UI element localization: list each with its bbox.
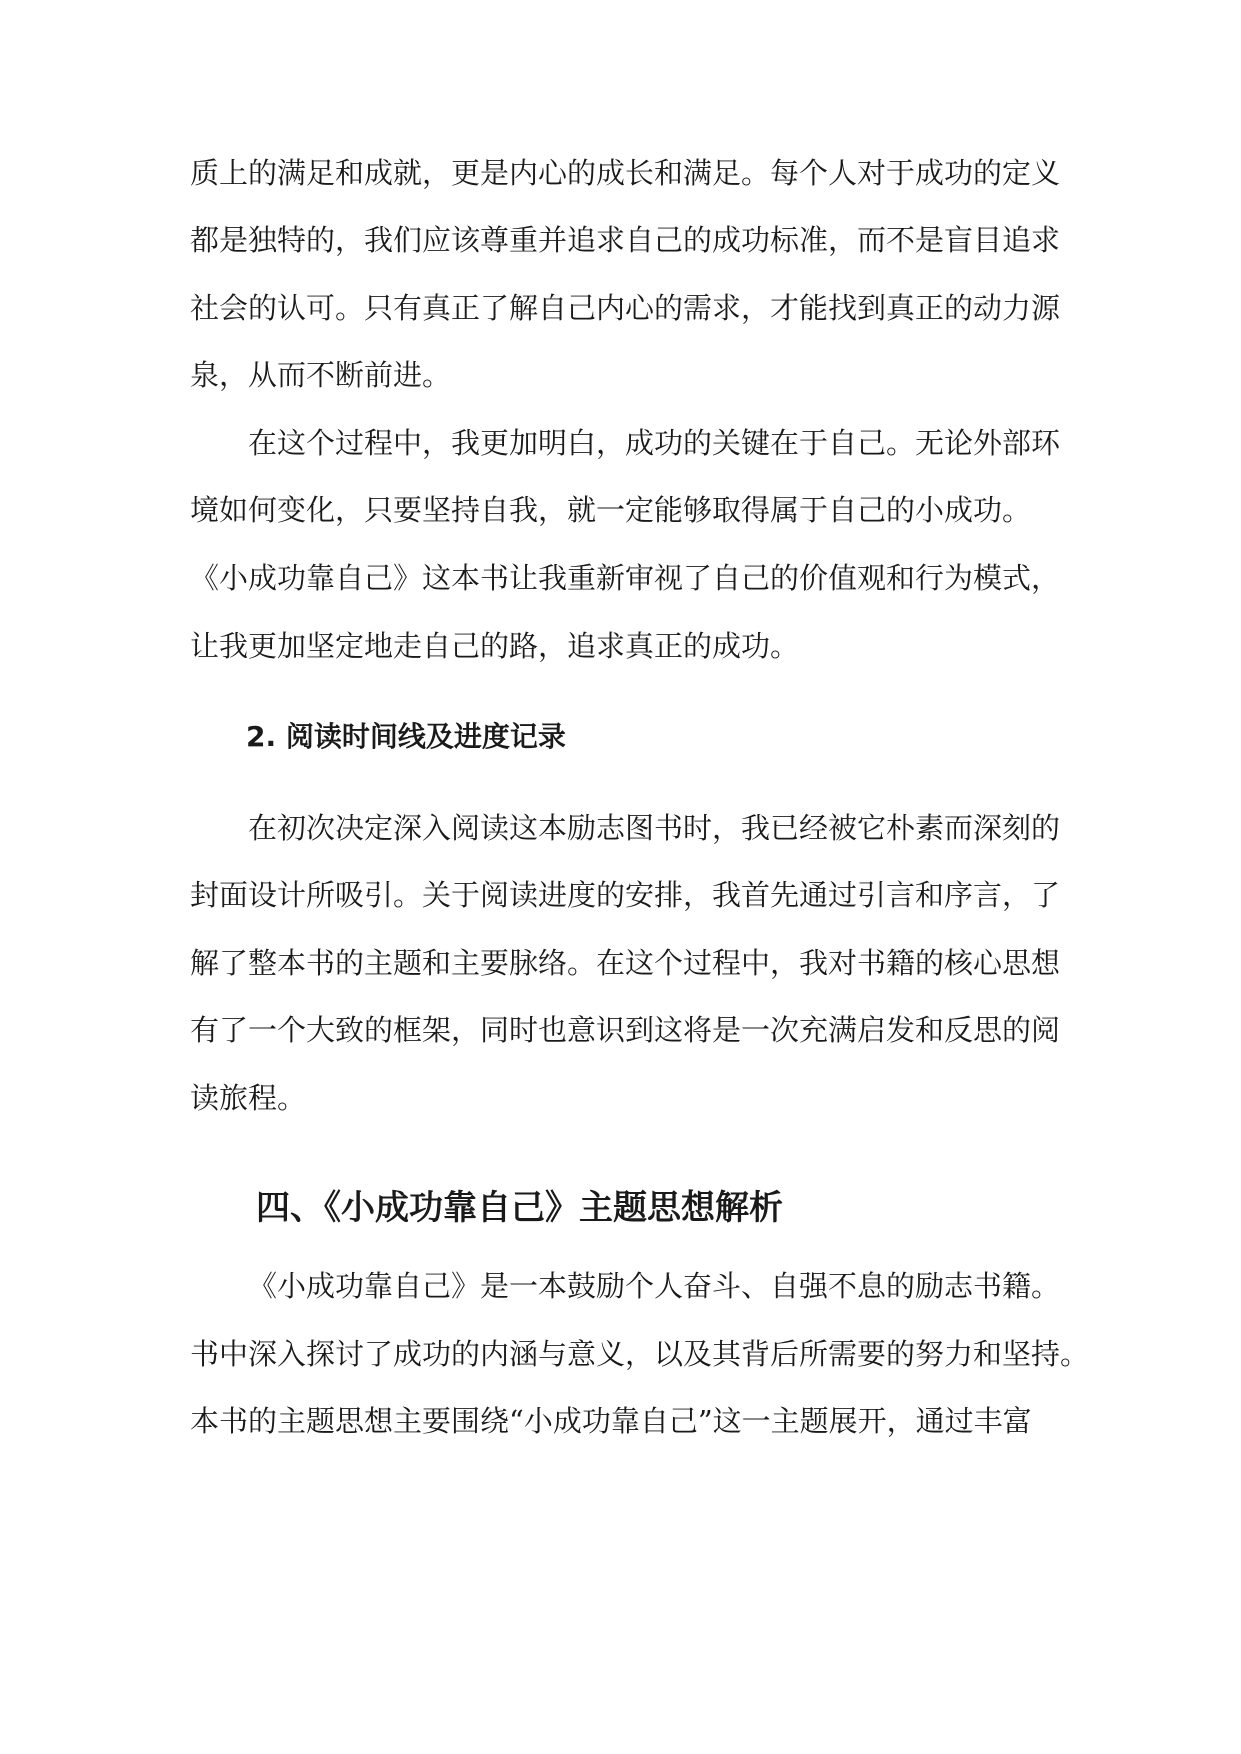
paragraph-line: 都是独特的，我们应该尊重并追求自己的成功标准，而不是盲目追求 [190, 223, 1061, 257]
paragraph-line: 质上的满足和成就，更是内心的成长和满足。每个人对于成功的定义 [190, 156, 1061, 190]
paragraph-line: 境如何变化，只要坚持自我，就一定能够取得属于自己的小成功。 [190, 493, 1032, 527]
paragraph-line: 在初次决定深入阅读这本励志图书时，我已经被它朴素而深刻的 [248, 811, 1061, 845]
section-heading: 2. 阅读时间线及进度记录 [246, 720, 566, 753]
paragraph-line: 在这个过程中，我更加明白，成功的关键在于自己。无论外部环 [248, 426, 1061, 460]
paragraph-line: 解了整本书的主题和主要脉络。在这个过程中，我对书籍的核心思想 [190, 946, 1061, 980]
paragraph-line: 本书的主题思想主要围绕“小成功靠自己”这一主题展开，通过丰富 [190, 1404, 1032, 1438]
paragraph-line: 读旅程。 [190, 1081, 307, 1115]
paragraph-line: 有了一个大致的框架，同时也意识到这将是一次充满启发和反思的阅 [190, 1013, 1061, 1047]
paragraph-line: 封面设计所吸引。关于阅读进度的安排，我首先通过引言和序言，了 [190, 878, 1061, 912]
paragraph-line: 《小成功靠自己》这本书让我重新审视了自己的价值观和行为模式， [190, 561, 1061, 595]
paragraph-line: 泉，从而不断前进。 [190, 358, 452, 392]
paragraph-line: 社会的认可。只有真正了解自己内心的需求，才能找到真正的动力源 [190, 291, 1061, 325]
paragraph-line: 书中深入探讨了成功的内涵与意义，以及其背后所需要的努力和坚持。 [190, 1337, 1090, 1371]
paragraph-line: 《小成功靠自己》是一本鼓励个人奋斗、自强不息的励志书籍。 [248, 1269, 1061, 1303]
chapter-heading: 四、《小成功靠自己》主题思想解析 [256, 1188, 783, 1228]
paragraph-line: 让我更加坚定地走自己的路，追求真正的成功。 [190, 629, 800, 663]
